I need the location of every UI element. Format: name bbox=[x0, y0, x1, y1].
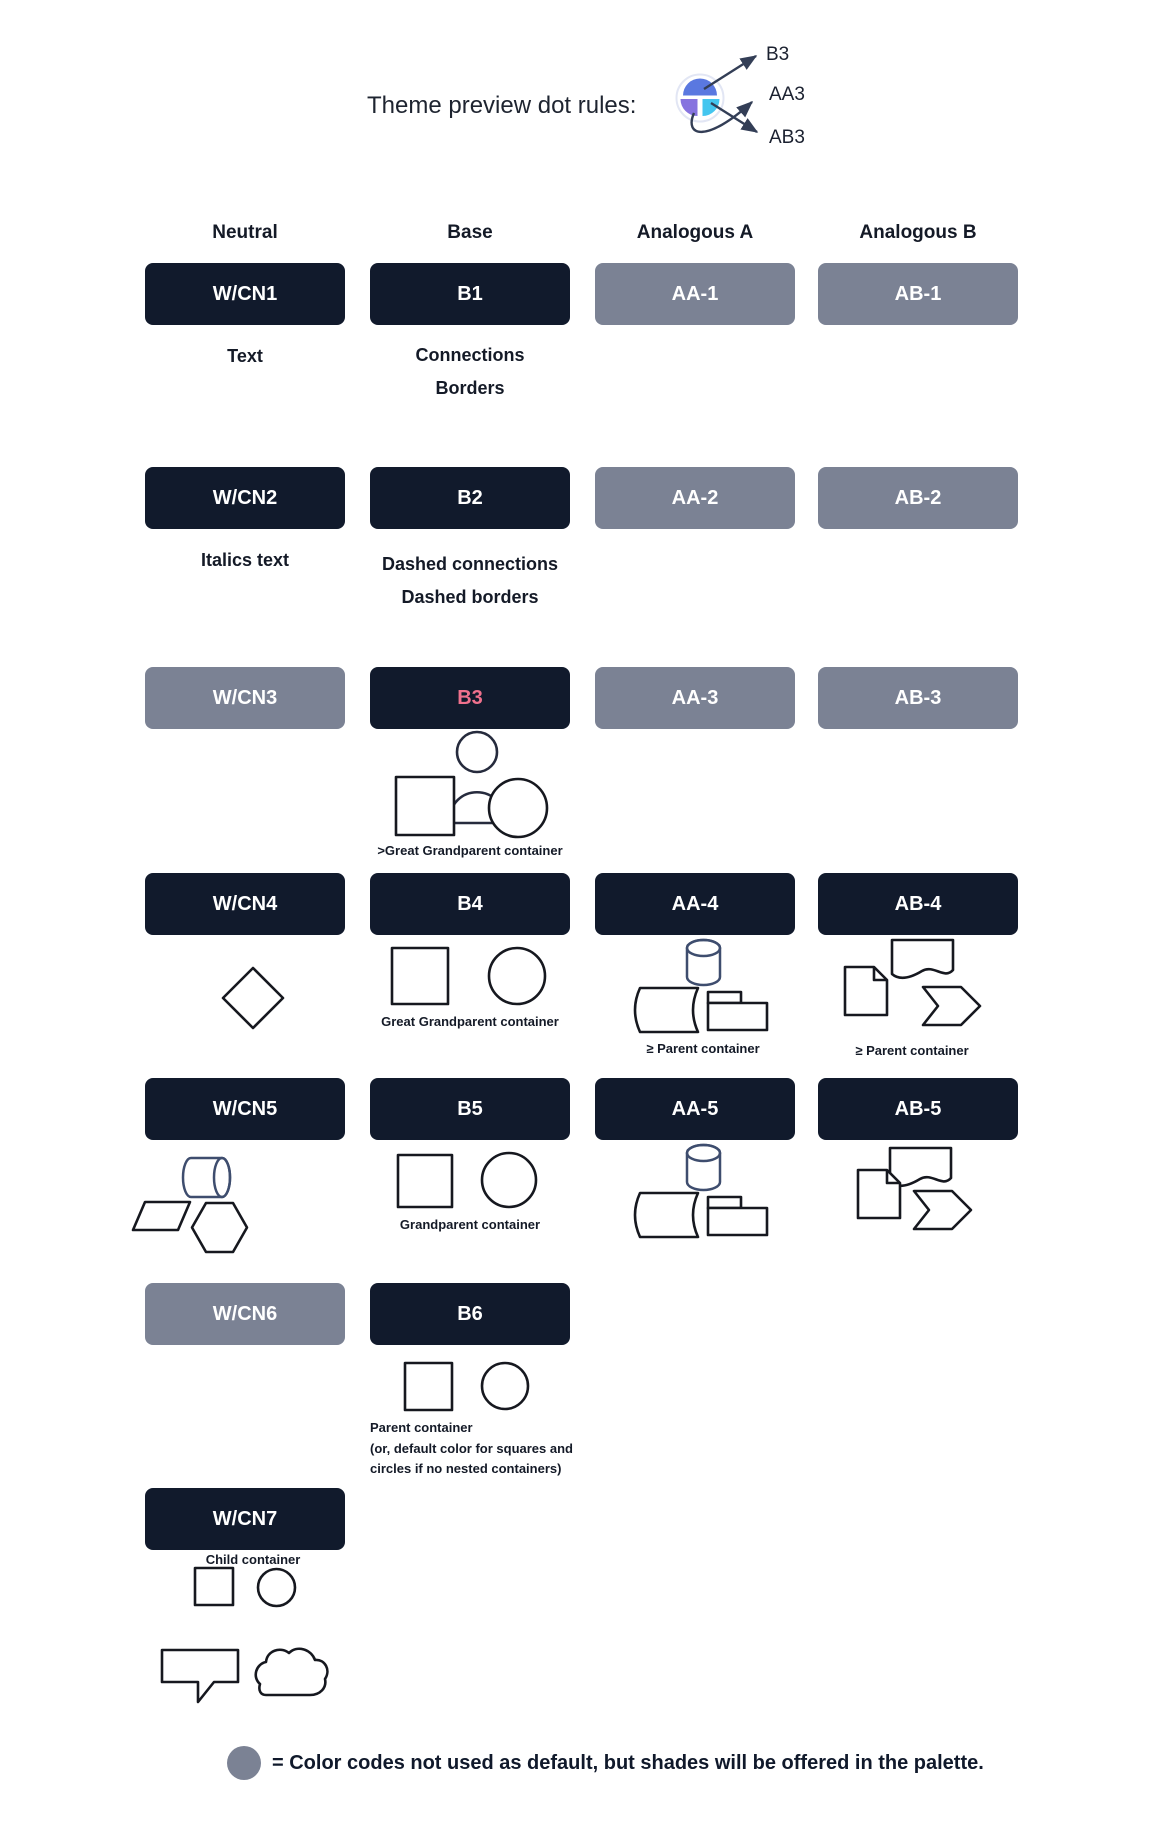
legend-dot-icon bbox=[227, 1746, 261, 1780]
caption-ab-ge-parent: ≥ Parent container bbox=[855, 1043, 969, 1058]
square-shape-icon bbox=[392, 948, 448, 1004]
swatch-wcn6: W/CN6 bbox=[145, 1283, 345, 1345]
swatch-aa5: AA-5 bbox=[595, 1078, 795, 1140]
swatch-b3: B3 bbox=[370, 667, 570, 729]
caption-child-container: Child container bbox=[205, 1552, 301, 1567]
swatch-b4: B4 bbox=[370, 873, 570, 935]
stored-data-shape-icon bbox=[635, 1193, 698, 1237]
chevron-shape-icon bbox=[923, 987, 980, 1025]
swatch-ab2: AB-2 bbox=[818, 467, 1018, 529]
swatch-ab1: AB-1 bbox=[818, 263, 1018, 325]
ab5-shape-group bbox=[838, 1140, 988, 1240]
swatch-b1: B1 bbox=[370, 263, 570, 325]
caption-aa-ge-parent: ≥ Parent container bbox=[646, 1041, 760, 1056]
caption-dashed-connections: Dashed connections bbox=[381, 554, 559, 574]
document-shape-icon bbox=[858, 1170, 900, 1218]
caption-grandparent: Grandparent container bbox=[399, 1217, 541, 1232]
caption-borders: Borders bbox=[435, 378, 505, 398]
cylinder-shape-icon bbox=[687, 940, 720, 985]
swatch-wcn5: W/CN5 bbox=[145, 1078, 345, 1140]
parallelogram-shape-icon bbox=[133, 1202, 190, 1230]
arrow-to-b3-icon bbox=[704, 56, 756, 89]
swatch-aa3: AA-3 bbox=[595, 667, 795, 729]
ab4-shape-group bbox=[838, 930, 988, 1035]
caption-parent-line3: circles if no nested containers) bbox=[370, 1461, 562, 1476]
swatch-b6: B6 bbox=[370, 1283, 570, 1345]
cloud-shape-icon bbox=[256, 1649, 328, 1695]
caption-dashed-borders: Dashed borders bbox=[401, 587, 539, 607]
aa5-shape-group bbox=[625, 1140, 775, 1240]
swatch-aa2: AA-2 bbox=[595, 467, 795, 529]
b6-shape-group bbox=[395, 1352, 545, 1414]
wcn4-shape-group bbox=[220, 965, 286, 1031]
page-title: Theme preview dot rules: bbox=[367, 92, 637, 119]
swatch-ab4: AB-4 bbox=[818, 873, 1018, 935]
tabbed-rect-shape-icon bbox=[708, 992, 767, 1030]
column-header-base: Base bbox=[447, 222, 493, 243]
aa4-shape-group bbox=[625, 935, 775, 1035]
dot-rule-label-ab3: AB3 bbox=[769, 127, 805, 148]
swatch-wcn7: W/CN7 bbox=[145, 1488, 345, 1550]
column-header-analogous-b: Analogous B bbox=[859, 222, 977, 243]
b3-shape-group bbox=[380, 720, 560, 845]
caption-gt-great-grandparent: >Great Grandparent container bbox=[377, 843, 563, 858]
speech-bubble-shape-icon bbox=[162, 1650, 238, 1702]
swatch-ab5: AB-5 bbox=[818, 1078, 1018, 1140]
column-header-neutral: Neutral bbox=[212, 222, 278, 243]
swatch-b5: B5 bbox=[370, 1078, 570, 1140]
horizontal-cylinder-shape-icon bbox=[183, 1158, 230, 1197]
circle-shape-icon bbox=[489, 948, 545, 1004]
stored-data-shape-icon bbox=[635, 988, 698, 1032]
caption-italics-text: Italics text bbox=[200, 550, 290, 570]
square-shape-icon bbox=[396, 777, 454, 835]
b5-shape-group bbox=[390, 1145, 550, 1215]
b4-shape-group bbox=[385, 940, 565, 1010]
caption-great-grandparent: Great Grandparent container bbox=[381, 1014, 559, 1029]
wave-document-shape-icon bbox=[892, 940, 953, 978]
swatch-wcn2: W/CN2 bbox=[145, 467, 345, 529]
circle-shape-icon bbox=[489, 779, 547, 837]
document-shape-icon bbox=[845, 967, 887, 1015]
dot-rule-label-aa3: AA3 bbox=[769, 84, 805, 105]
swatch-wcn4: W/CN4 bbox=[145, 873, 345, 935]
dot-base-half-icon bbox=[683, 79, 717, 96]
wcn5-shape-group bbox=[125, 1145, 260, 1260]
chevron-shape-icon bbox=[914, 1191, 971, 1229]
diamond-shape-icon bbox=[223, 968, 283, 1028]
caption-parent-line2: (or, default color for squares and bbox=[370, 1440, 573, 1456]
swatch-ab3: AB-3 bbox=[818, 667, 1018, 729]
cylinder-shape-icon bbox=[687, 1145, 720, 1190]
caption-parent-line1: Parent container bbox=[370, 1420, 473, 1435]
legend-text: = Color codes not used as default, but shades will be offered in the palette. bbox=[272, 1752, 984, 1774]
caption-text: Text bbox=[227, 346, 263, 366]
swatch-wcn1: W/CN1 bbox=[145, 263, 345, 325]
swatch-b2: B2 bbox=[370, 467, 570, 529]
square-shape-icon bbox=[195, 1568, 233, 1605]
circle-shape-icon bbox=[482, 1363, 528, 1409]
square-shape-icon bbox=[398, 1155, 452, 1207]
tabbed-rect-shape-icon bbox=[708, 1197, 767, 1235]
wcn7-extra-shape-group bbox=[150, 1635, 340, 1710]
caption-parent-note bbox=[370, 1418, 573, 1480]
swatch-aa1: AA-1 bbox=[595, 263, 795, 325]
hexagon-shape-icon bbox=[192, 1203, 247, 1252]
caption-connections: Connections bbox=[415, 345, 525, 365]
wcn7-shape-group bbox=[155, 1560, 335, 1612]
column-header-analogous-a: Analogous A bbox=[636, 222, 754, 243]
square-shape-icon bbox=[405, 1363, 452, 1410]
circle-shape-icon bbox=[258, 1569, 295, 1606]
swatch-aa4: AA-4 bbox=[595, 873, 795, 935]
person-head-icon bbox=[457, 732, 497, 772]
swatch-wcn3: W/CN3 bbox=[145, 667, 345, 729]
circle-shape-icon bbox=[482, 1153, 536, 1207]
dot-rule-label-b3: B3 bbox=[766, 44, 790, 65]
wave-document-shape-icon bbox=[890, 1148, 951, 1186]
